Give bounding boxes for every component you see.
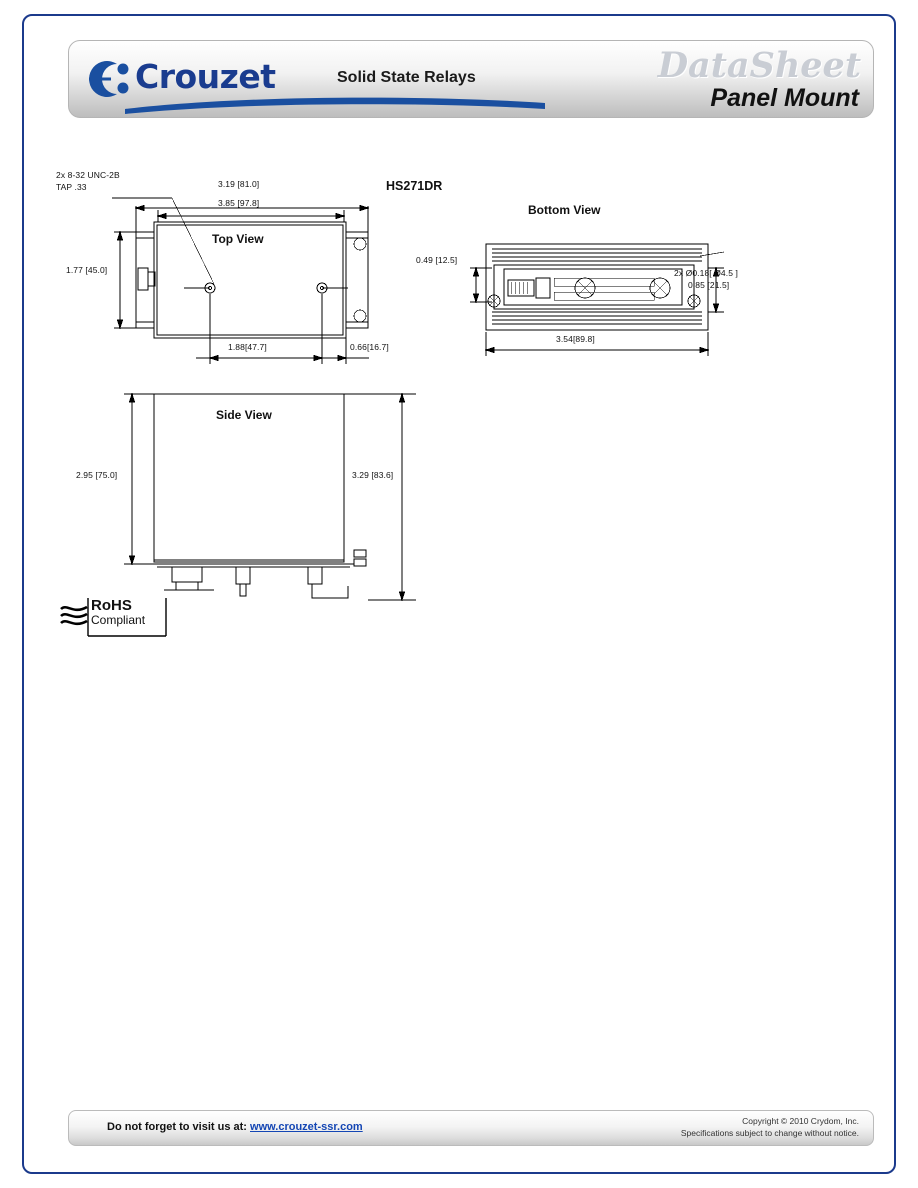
view-title-side: Side View [216,408,272,422]
dim-top-height: 1.77 [45.0] [66,265,108,275]
dim-top-hole-offset: 0.66[16.7] [350,342,389,352]
rohs-label-line2: Compliant [91,613,146,627]
hole-note: 2x Ø0.18[ Ø4.5 ] [674,268,738,278]
dim-side-height-left: 2.95 [75.0] [76,470,118,480]
rohs-label-line1: RoHS [91,597,132,614]
part-number: HS271DR [386,179,443,193]
brand-name: Crouzet [135,57,276,96]
product-family-title: Panel Mount [710,84,859,112]
datasheet-page [22,14,896,1174]
tap-note-line1: 2x 8-32 UNC-2B [56,170,120,180]
tap-note-line2: TAP .33 [56,182,87,192]
rohs-underline [60,598,168,638]
dim-bottom-height-left: 0.49 [12.5] [416,255,458,265]
dim-top-width-inner: 3.19 [81.0] [218,179,260,189]
footer-visit-text [107,1121,363,1133]
mechanical-drawings [24,16,898,1176]
header-tagline: Solid State Relays [337,69,476,86]
dim-side-height-right: 3.29 [83.6] [352,470,394,480]
dim-top-width-outer: 3.85 [97.8] [218,198,260,208]
footer-visit-label: Do not forget to visit us at: [107,1121,247,1133]
footer-copyright [681,1115,859,1139]
view-title-bottom: Bottom View [528,203,601,217]
dim-bottom-height-right: 0.85 [21.5] [688,280,730,290]
dim-bottom-width: 3.54[89.8] [556,334,595,344]
footer-copyright-line1: Copyright © 2010 Crydom, Inc. [742,1116,859,1126]
datasheet-wordmark: DataSheet [657,45,861,86]
page-footer-banner [68,1110,874,1146]
drawing-linework [24,16,898,636]
footer-copyright-line2: Specifications subject to change without notice. [680,1128,859,1138]
view-title-top: Top View [212,232,264,246]
footer-website-link[interactable]: www.crouzet-ssr.com [250,1121,363,1133]
dim-top-hole-spacing: 1.88[47.7] [228,342,267,352]
rohs-compliant-mark [60,598,168,638]
